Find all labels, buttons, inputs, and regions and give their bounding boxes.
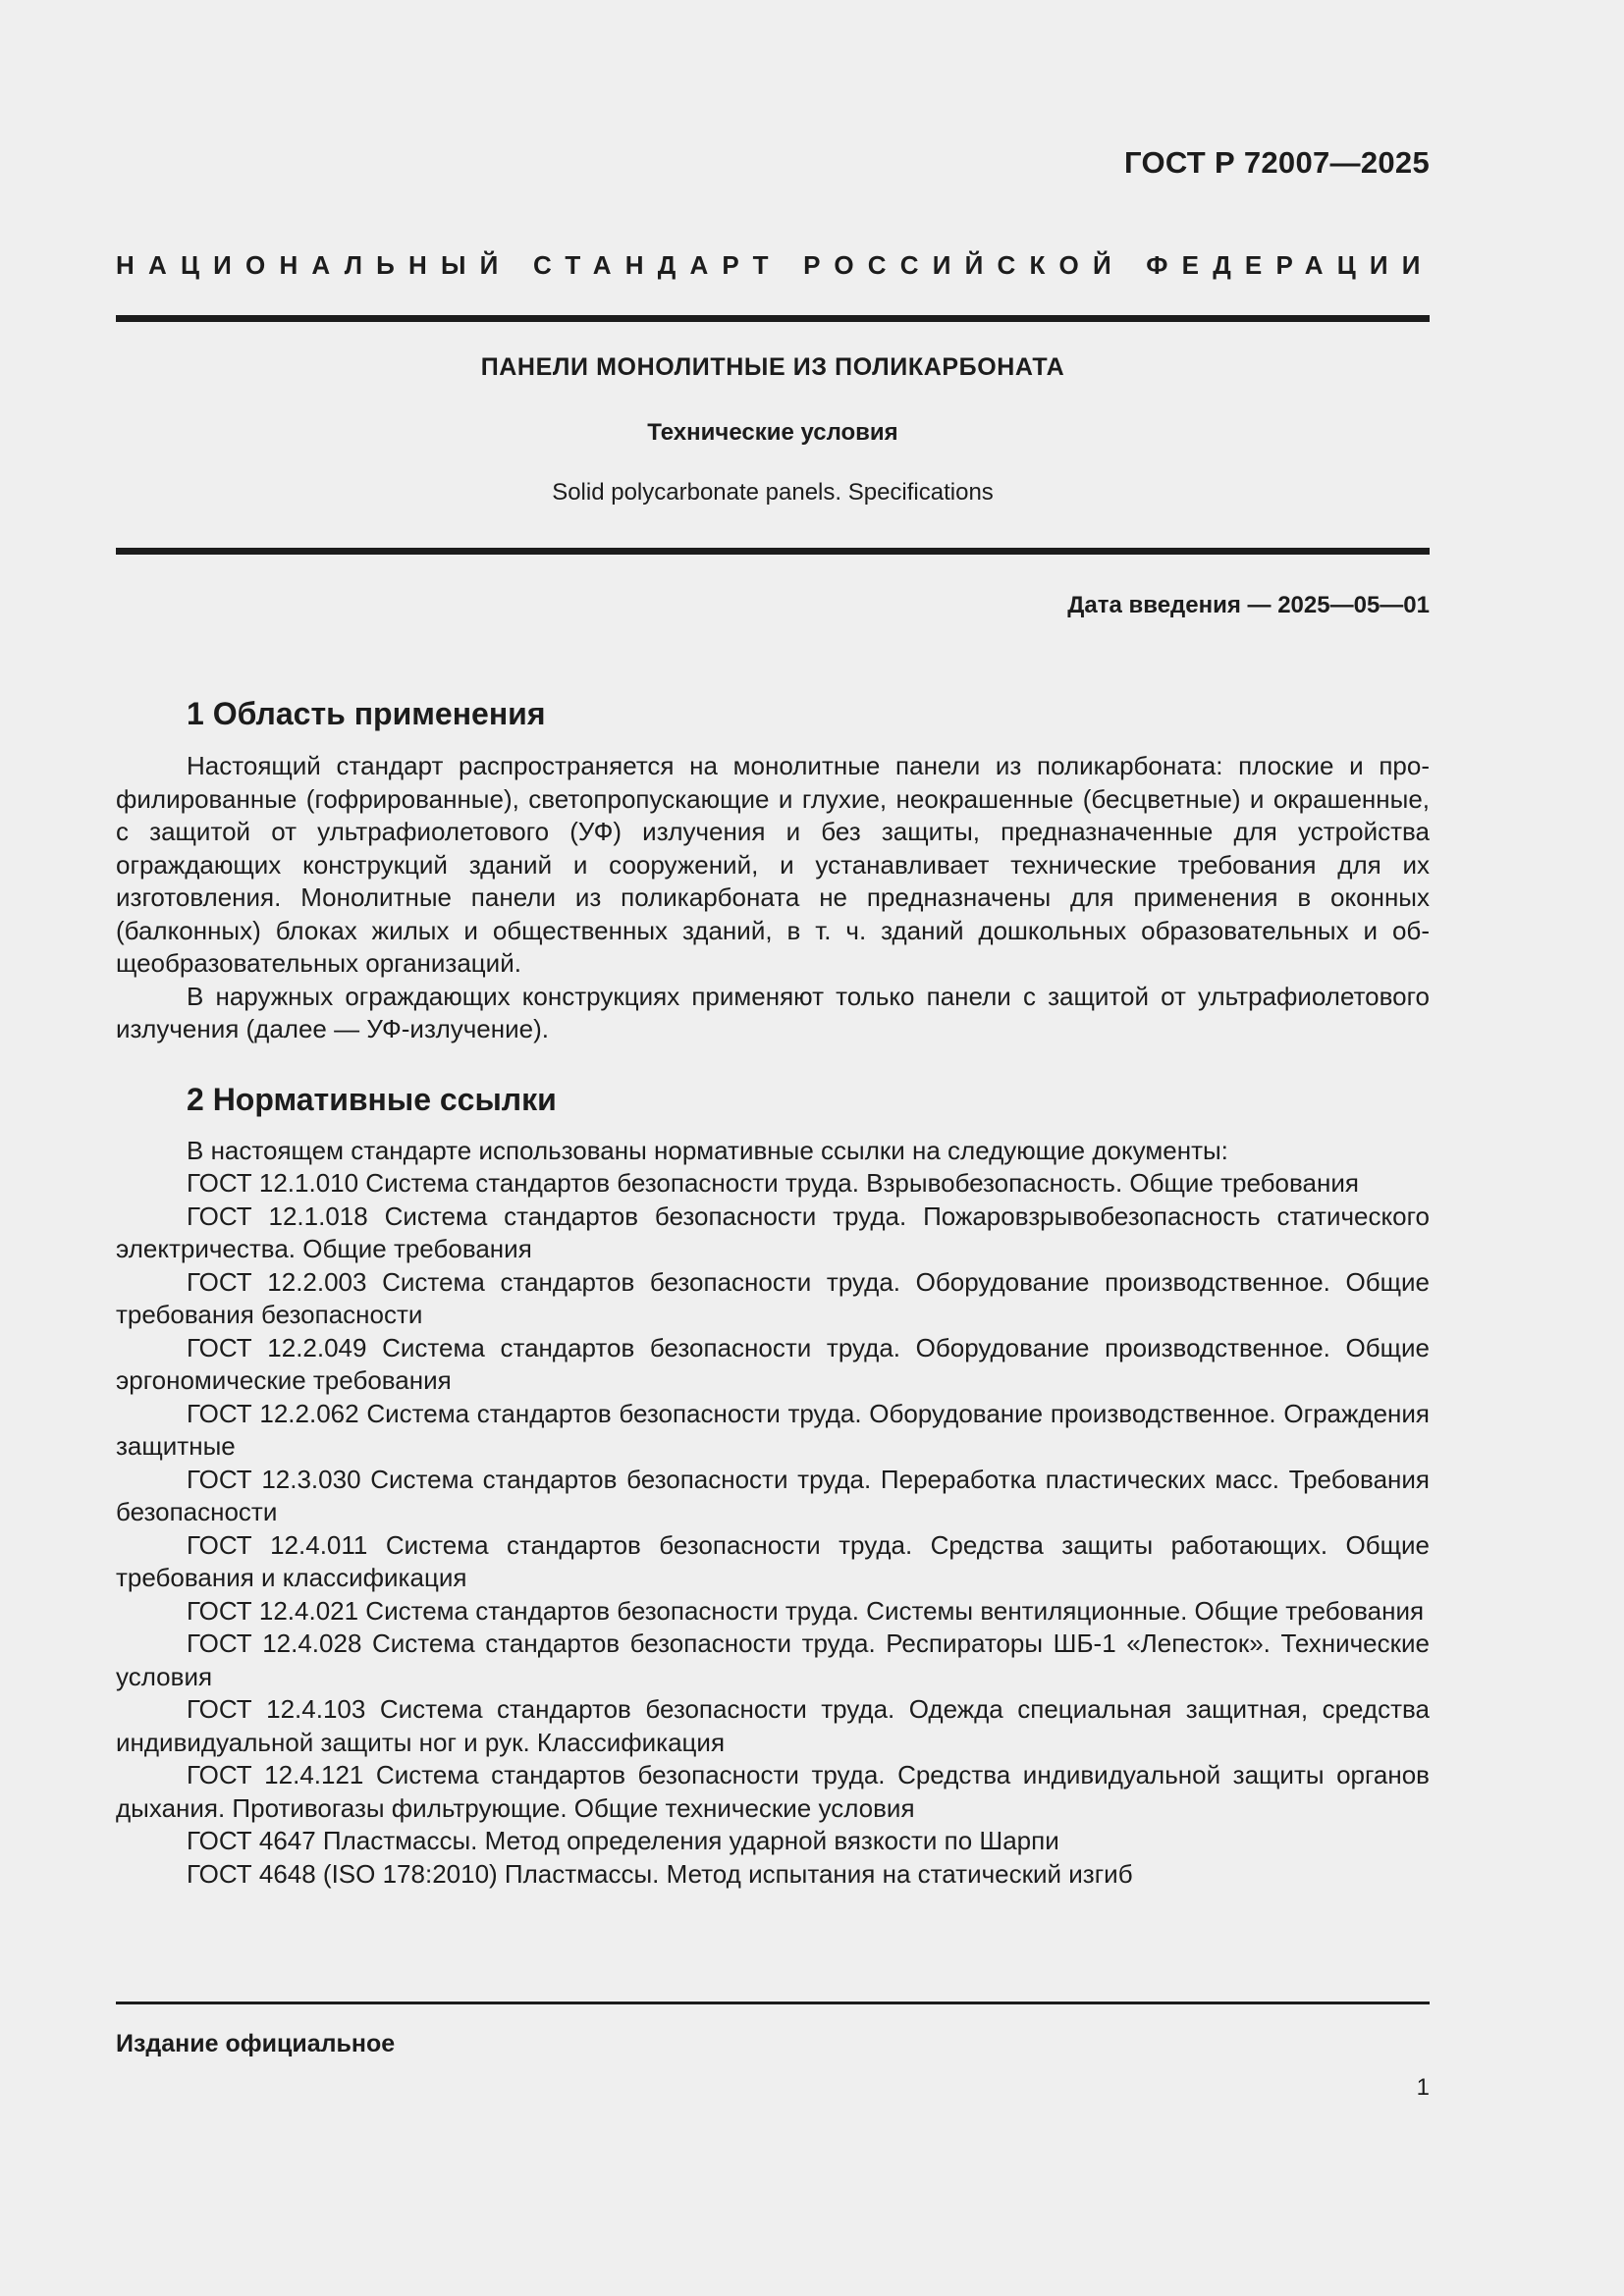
reference-item: ГОСТ 12.4.103 Система стандартов безопасности труда. Одежда специальная защитная, средства индивидуальной защиты ног и рук. Классификация [116, 1694, 1430, 1757]
document-code: ГОСТ Р 72007—2025 [1124, 145, 1430, 180]
section-heading-scope: 1 Область применения [187, 696, 546, 731]
reference-item: ГОСТ 12.3.030 Система стандартов безопасности труда. Переработка пластических масс. Требования безопасности [116, 1464, 1430, 1526]
title-divider [116, 548, 1430, 555]
footer-divider [116, 2002, 1430, 2004]
reference-item: ГОСТ 12.2.003 Система стандартов безопасности труда. Оборудование производственное. Общие требования безопасности [116, 1266, 1430, 1329]
section-heading-references: 2 Нормативные ссылки [187, 1081, 557, 1117]
references-intro: В настоящем стандарте использованы нормативные ссылки на следующие документы: [187, 1135, 1228, 1165]
top-divider [116, 315, 1430, 322]
official-edition-label: Издание официальное [116, 2030, 396, 2057]
document-subtitle: Технические условия [647, 419, 898, 446]
reference-item: ГОСТ 12.1.010 Система стандартов безопасности труда. Взрывобезопасность. Общие требования [187, 1168, 1359, 1198]
english-title: Solid polycarbonate panels. Specifications [552, 479, 994, 506]
reference-item: ГОСТ 12.4.028 Система стандартов безопасности труда. Респираторы ШБ-1 «Лепесток». Технические условия [116, 1629, 1430, 1691]
document-title: ПАНЕЛИ МОНОЛИТНЫЕ ИЗ ПОЛИКАРБОНАТА [480, 353, 1065, 381]
scope-paragraph: В наружных ограждающих конструкциях применяют только панели с защитой от ультрафиолетового излучения (далее — УФ-излучение). [116, 981, 1430, 1043]
reference-item: ГОСТ 12.2.049 Система стандартов безопасности труда. Оборудование производственное. Общие эргономические требования [116, 1332, 1430, 1395]
reference-item: ГОСТ 4648 (ISO 178:2010) Пластмассы. Метод испытания на статический изгиб [187, 1858, 1133, 1889]
reference-item: ГОСТ 12.4.021 Система стандартов безопасности труда. Системы вентиляционные. Общие требования [187, 1595, 1425, 1626]
reference-item: ГОСТ 12.1.018 Система стандартов безопасности труда. Пожаровзрывобезопасность статического электричества. Общие требования [116, 1201, 1430, 1263]
introduction-date: Дата введения — 2025—05—01 [1067, 592, 1430, 618]
document-body [116, 687, 1430, 1891]
scope-paragraph: Настоящий стандарт распространяется на монолитные панели из поликарбоната: плоские и профилированные (гофрированные), светопропускающие и глухие, неокрашенные (бесцветные) и окрашенные, с защитой от ультрафиолетового (УФ) излучения и без защиты, предназначенные для устройства ограждающих конструкций зданий и сооружений, и устанавливает технические требования для их изготовления. Монолитные панели из поликарбоната не предназначены для применения в оконных (балконных) блоках жилых и общественных зданий, в т. ч. зданий дошкольных образовательных и общеобразовательных организаций. [116, 751, 1430, 978]
page-number: 1 [1416, 2074, 1430, 2101]
reference-item: ГОСТ 12.4.011 Система стандартов безопасности труда. Средства защиты работающих. Общие требования и классификация [116, 1529, 1430, 1592]
reference-item: ГОСТ 12.2.062 Система стандартов безопасности труда. Оборудование производственное. Ограждения защитные [116, 1398, 1430, 1461]
national-standard-banner: НАЦИОНАЛЬНЫЙ СТАНДАРТ РОССИЙСКОЙ ФЕДЕРАЦИИ [116, 250, 1435, 280]
document-page [116, 0, 1435, 2296]
reference-item: ГОСТ 4647 Пластмассы. Метод определения ударной вязкости по Шарпи [187, 1826, 1059, 1855]
reference-item: ГОСТ 12.4.121 Система стандартов безопасности труда. Средства индивидуальной защиты органов дыхания. Противогазы фильтрующие. Общие технические условия [116, 1760, 1430, 1823]
